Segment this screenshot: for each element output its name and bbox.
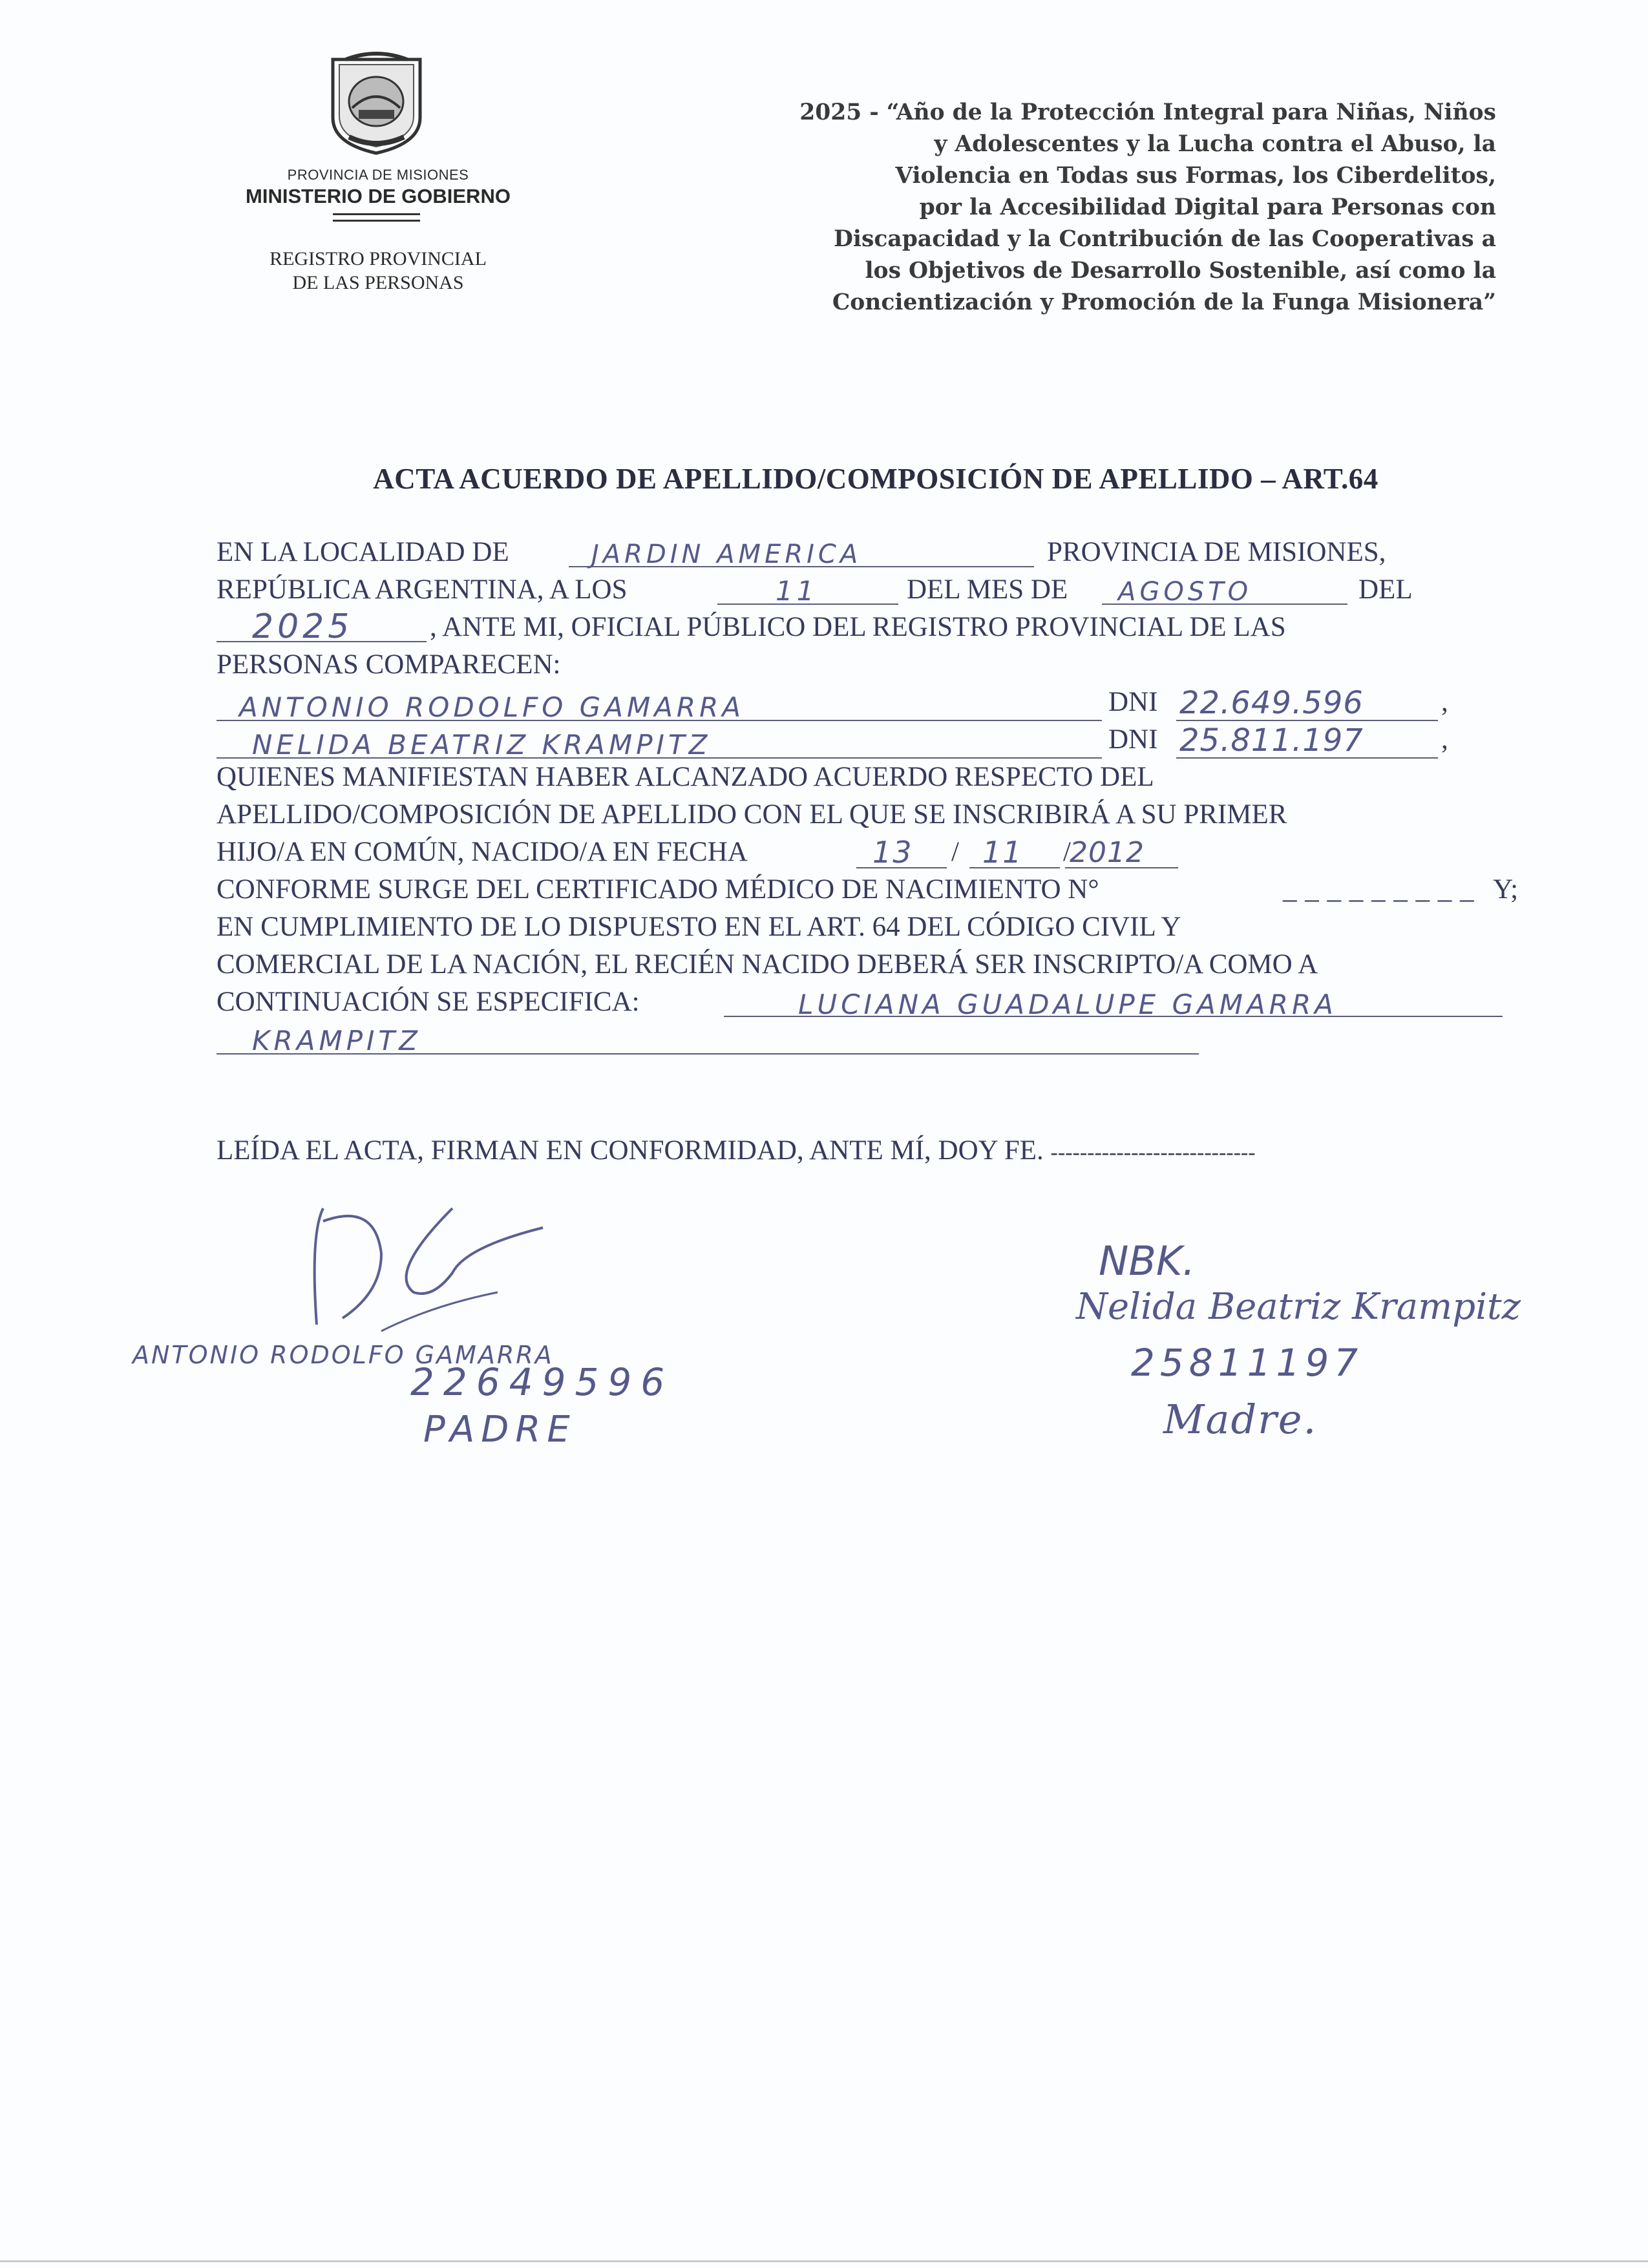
mother-signature-dni: 25811197	[1131, 1341, 1364, 1385]
motto-line: los Objetivos de Desarrollo Sostenible, así como la	[865, 258, 1496, 284]
registry-line-1: REGISTRO PROVINCIAL	[269, 248, 487, 269]
label-del-mes: DEL MES DE	[907, 574, 1068, 605]
label-localidad: EN LA LOCALIDAD DE	[217, 537, 509, 567]
label-quienes: QUIENES MANIFIESTAN HABER ALCANZADO ACUERDO RESPECTO DEL	[217, 762, 1154, 792]
hw-nombre-inscripto-1: LUCIANA GUADALUPE GAMARRA	[798, 989, 1337, 1020]
motto-line: 2025 - “Año de la Protección Integral para Niñas, Niños	[799, 100, 1496, 125]
cert-number-blank: _ _ _ _ _ _ _ _ _	[1283, 874, 1475, 905]
hw-compareciente2-nombre: NELIDA BEATRIZ KRAMPITZ	[252, 729, 712, 761]
label-provincia: PROVINCIA DE MISIONES,	[1047, 537, 1386, 567]
hw-compareciente1-nombre: ANTONIO RODOLFO GAMARRA	[239, 691, 745, 723]
province-ministry-block	[194, 167, 562, 208]
father-signature-dni: 22649596	[410, 1360, 674, 1404]
hw-nacimiento-mes: 11	[982, 835, 1023, 870]
label-y: Y;	[1493, 874, 1519, 905]
scan-edge	[0, 2260, 1648, 2262]
header-rule	[333, 213, 420, 226]
motto-line: y Adolescentes y la Lucha contra el Abuso, la	[934, 131, 1496, 157]
hw-compareciente2-dni: 25.811.197	[1179, 722, 1364, 759]
mother-signature-name: Nelida Beatriz Krampitz	[1076, 1286, 1521, 1328]
label-dni-1: DNI	[1108, 687, 1158, 717]
hw-anio: 2025	[252, 607, 354, 646]
label-comparecen: PERSONAS COMPARECEN:	[217, 649, 561, 680]
slash-1: /	[951, 837, 959, 867]
hw-dia: 11	[776, 575, 818, 607]
father-signature-role: PADRE	[423, 1409, 576, 1451]
hw-nacimiento-dia: 13	[872, 835, 913, 870]
label-cumplimiento: EN CUMPLIMIENTO DE LO DISPUESTO EN EL ART. 64 DEL CÓDIGO CIVIL Y	[217, 912, 1181, 942]
leida-text: LEÍDA EL ACTA, FIRMAN EN CONFORMIDAD, ANTE MÍ, DOY FE.	[217, 1135, 1044, 1166]
hw-compareciente1-dni: 22.649.596	[1179, 685, 1364, 721]
label-comercial: COMERCIAL DE LA NACIÓN, EL RECIÉN NACIDO DEBERÁ SER INSCRIPTO/A COMO A	[217, 949, 1318, 980]
label-del: DEL	[1358, 574, 1413, 605]
motto-line: Concientización y Promoción de la Funga Misionera”	[832, 289, 1496, 315]
label-republica: REPÚBLICA ARGENTINA, A LOS	[217, 574, 628, 605]
motto-line: Discapacidad y la Contribución de las Cooperativas a	[833, 226, 1496, 252]
label-leida	[217, 1135, 1256, 1166]
label-continuacion: CONTINUACIÓN SE ESPECIFICA:	[217, 987, 640, 1017]
registry-line-2: DE LAS PERSONAS	[292, 272, 464, 293]
label-dni-2: DNI	[1108, 724, 1158, 755]
comma-1: ,	[1441, 687, 1448, 717]
father-signature-name: ANTONIO RODOLFO GAMARRA	[132, 1341, 554, 1369]
label-conforme: CONFORME SURGE DEL CERTIFICADO MÉDICO DE NACIMIENTO N°	[217, 874, 1099, 905]
line-localidad	[217, 536, 509, 568]
hw-nacimiento-anio: 2012	[1070, 836, 1145, 869]
slash-2: /	[1063, 837, 1071, 867]
document-title: ACTA ACUERDO DE APELLIDO/COMPOSICIÓN DE APELLIDO – ART.64	[373, 463, 1379, 495]
father-signature-icon	[304, 1195, 562, 1363]
mother-signature-initials: NBK.	[1099, 1237, 1196, 1285]
ministry-name: MINISTERIO DE GOBIERNO	[246, 185, 511, 207]
registry-name	[213, 247, 543, 295]
hw-mes: AGOSTO	[1118, 577, 1252, 607]
leida-dashes: ----------------------------	[1050, 1140, 1256, 1164]
hw-nombre-inscripto-2: KRAMPITZ	[252, 1025, 421, 1056]
year-motto	[666, 97, 1496, 319]
label-apellido: APELLIDO/COMPOSICIÓN DE APELLIDO CON EL QUE SE INSCRIBIRÁ A SU PRIMER	[217, 799, 1287, 830]
label-hijo: HIJO/A EN COMÚN, NACIDO/A EN FECHA	[217, 837, 748, 867]
comma-2: ,	[1441, 724, 1448, 755]
hw-localidad: JARDIN AMERICA	[591, 540, 862, 569]
motto-line: Violencia en Todas sus Formas, los Ciberdelitos,	[895, 163, 1496, 189]
province-name: PROVINCIA DE MISIONES	[287, 167, 469, 183]
mother-signature-role: Madre.	[1163, 1396, 1318, 1443]
motto-line: por la Accesibilidad Digital para Personas con	[919, 194, 1496, 220]
provincia-misiones-crest-logo	[320, 47, 433, 156]
label-ante-mi: , ANTE MI, OFICIAL PÚBLICO DEL REGISTRO PROVINCIAL DE LAS	[430, 612, 1286, 642]
